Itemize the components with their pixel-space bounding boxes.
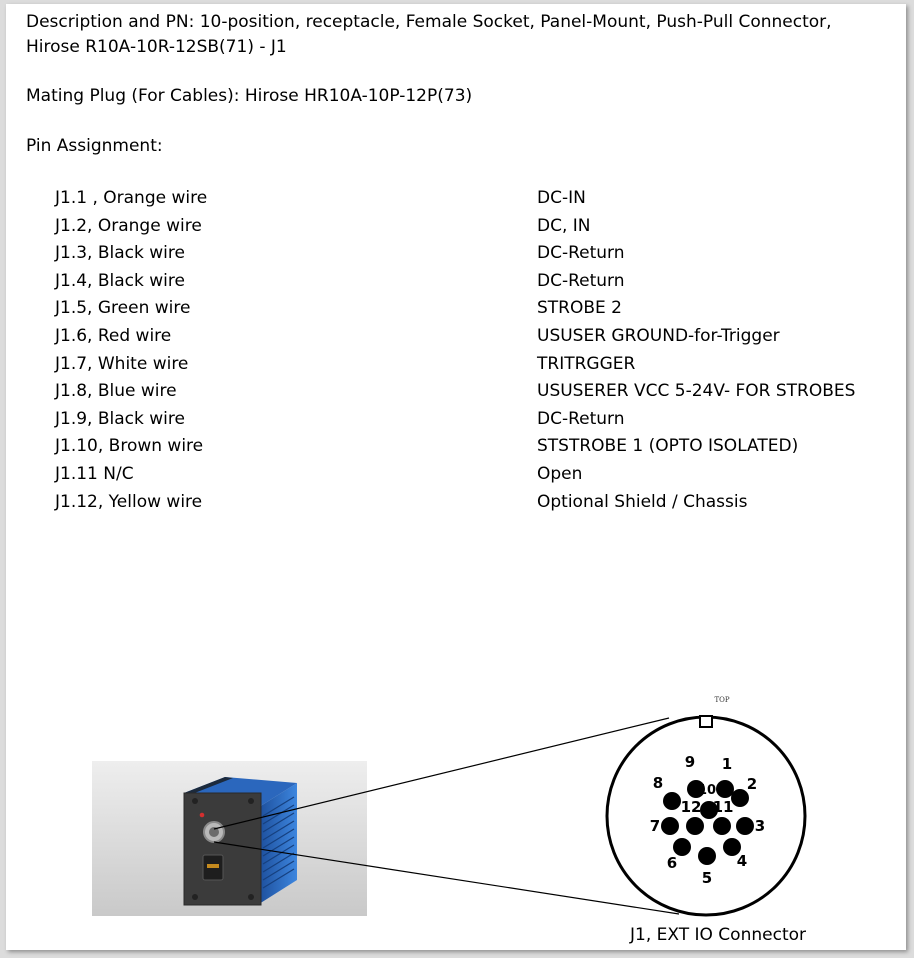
pin-12-dot [686,817,704,835]
pin-label: J1.9, Black wire [55,408,185,429]
pin-number-label: 8 [652,774,664,792]
pin-5-dot [698,847,716,865]
pin-3-dot [736,817,754,835]
pin-function: STROBE 2 [537,298,622,319]
pin-function: Open [537,464,583,484]
connector-pinout-diagram [607,696,805,915]
pin-number-label: 5 [701,869,713,887]
pin-number-label: 2 [746,775,758,793]
pin-number-label: 6 [666,854,678,872]
pin-number-label: 9 [684,753,696,771]
pin-function: USUSER GROUND-for-Trigger [537,326,780,346]
pin-number-label: 10 [697,783,717,798]
pin-function: DC, IN [537,215,591,236]
top-orientation-label: TOP [714,696,730,704]
pin-8-dot [663,792,681,810]
pin-function: DC-Return [537,270,625,291]
description-line-1: Description and PN: 10-position, receptacle, Female Socket, Panel-Mount, Push-Pull Connector, [26,12,832,32]
pin-label: J1.1 , Orange wire [55,188,208,208]
pin-7-dot [661,817,679,835]
pin-assignment-heading: Pin Assignment: [26,136,163,156]
pin-function: USUSERER VCC 5-24V- FOR STROBES [537,381,856,402]
pin-function: TRITRGGER [537,353,636,374]
pin-label: J1.6, Red wire [55,326,172,346]
pin-label: J1.2, Orange wire [55,215,202,236]
pin-label: J1.12, Yellow wire [55,491,203,512]
pin-function: DC-Return [537,243,625,264]
pin-11-dot [713,817,731,835]
camera-photo [92,761,367,916]
document-page [6,4,906,950]
pin-function: DC-IN [537,188,586,208]
pin-function: Optional Shield / Chassis [537,491,748,512]
pin-label: J1.7, White wire [55,353,189,374]
pin-label: J1.8, Blue wire [55,381,177,402]
pin-number-label: 4 [736,852,748,870]
pin-number-label: 11 [712,798,734,816]
pin-1-dot [716,780,734,798]
pin-number-label: 3 [754,817,766,835]
keyway-notch [700,716,712,727]
camera-back-panel [184,793,261,905]
pin-number-label: 12 [680,798,702,816]
connector-illustration [6,4,906,950]
pin-label: J1.11 N/C [55,464,134,484]
description-line-2: Hirose R10A-10R-12SB(71) - J1 [26,37,287,57]
pin-label: J1.4, Black wire [55,270,185,291]
pin-label: J1.3, Black wire [55,243,185,264]
pin-label: J1.10, Brown wire [55,436,204,457]
connector-caption: J1, EXT IO Connector [630,925,806,945]
pin-function: DC-Return [537,408,625,429]
pin-number-label: 7 [649,817,661,835]
pin-label: J1.5, Green wire [55,298,191,319]
pin-number-label: 1 [721,755,733,773]
pin-function: STSTROBE 1 (OPTO ISOLATED) [537,436,799,457]
mating-plug-line: Mating Plug (For Cables): Hirose HR10A-10P-12P(73) [26,86,473,106]
status-led-icon [200,813,205,818]
